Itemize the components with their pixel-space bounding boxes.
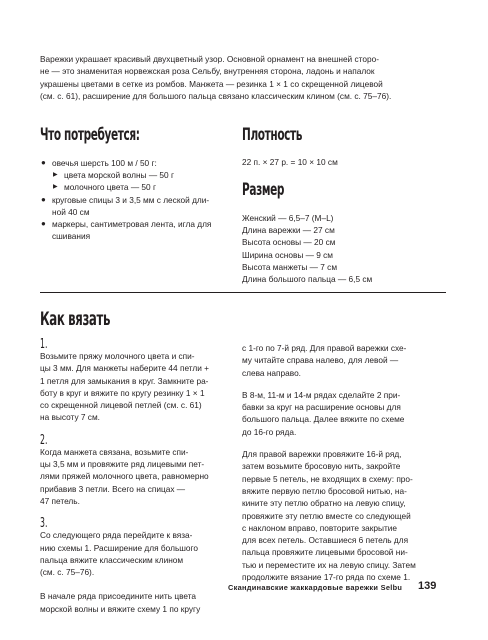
list-item: ● круговые спицы 3 и 3,5 мм с леской дли- ной 40 см bbox=[41, 194, 210, 217]
intro-line: (см. с. 61), расширение для большого пальца связано классическим клином (см. с. 75–76). bbox=[40, 91, 392, 102]
step-paragraph: 3. Со следующего ряда перейдите к вязa- нию схемы 1. Расширение для большого пальца вяжите классическим клином (см. с. 75–76). bbox=[40, 516, 198, 578]
materials-list bbox=[40, 157, 230, 242]
step-paragraph: 1. Возьмите пряжу молочного цвета и спи- цы 3 мм. Для манжеты наберите 44 петли + 1 петля для замыкания в круг. Замкните ра- боту в круг и вяжите по кругу резинку 1 × 1 со скрещенной лицевой петлей (см. с. 61) на высоту 7 см. bbox=[40, 337, 210, 423]
intro-paragraph bbox=[40, 53, 450, 103]
bullet-icon: ● bbox=[41, 158, 46, 167]
size-line: Высота манжеты — 7 см bbox=[242, 261, 338, 272]
instructions-right-column bbox=[242, 342, 447, 583]
list-item: ● овечья шерсть 100 м / 50 г: ▶ цвета морской волны — 50 г ▶ молочного цвета — 50 г bbox=[40, 157, 230, 194]
paragraph: Для правой варежки провяжите 16-й ряд, затем возьмите бросовую нить, закройте первые 5 петель, не входящих в схему: про- вяжите первую петлю бросовой нитью, на- кините эту петлю обратно на левую спицу, провяжите эту петлю вместе со следующей с наклоном вправо, повторите закрытие для всех петель. Оставшиеся 6 петель для пальца провяжите лицевыми бросовой ни- тью и переместите их на левую спицу. Затем продолжите вязание 17-го ряда по схеме 1. bbox=[242, 449, 416, 583]
page-number: 139 bbox=[418, 580, 437, 592]
intro-line: Варежки украшает красивый двухцветный узор. Основной орнамент на внешней сторо- bbox=[40, 54, 379, 64]
size-line: Высота основы — 20 см bbox=[242, 237, 336, 248]
section-divider bbox=[40, 292, 446, 293]
running-footer-title: Скандинавские жаккардовые варежки Selbu bbox=[228, 583, 403, 592]
size-line: Женский — 6,5–7 (M–L) bbox=[242, 213, 334, 223]
step-paragraph: 2. Когда манжета связана, возьмите спи- цы 3,5 мм и провяжите ряд лицевыми пет- лями пряжей молочного цвета, равномерно прибавив 3 петли. Всего на спицах — 47 петель. bbox=[40, 432, 209, 506]
instructions-left-column bbox=[40, 337, 235, 615]
sublist bbox=[52, 169, 230, 193]
step-number: 2. bbox=[40, 432, 48, 448]
size-line: Длина большого пальца — 6,5 см bbox=[242, 274, 373, 285]
list-item: ▶ цвета морской волны — 50 г bbox=[53, 170, 174, 181]
paragraph: В 8-м, 11-м и 14-м рядах сделайте 2 при- бавки за круг на расширение основы для большого пальца. Далее вяжите по схеме до 16-го ряда. bbox=[242, 389, 405, 437]
intro-line: украшены цветами в сетке из ромбов. Манжета — резинка 1 × 1 со скрещенной лицевой bbox=[40, 78, 383, 89]
bullet-icon: ● bbox=[41, 219, 46, 229]
triangle-bullet-icon: ▶ bbox=[53, 184, 58, 191]
how-to-knit-heading: Как вязать bbox=[40, 308, 111, 330]
step-number: 1. bbox=[40, 337, 48, 352]
gauge-heading: Плотность bbox=[242, 125, 303, 145]
step-paragraph: В начале ряда присоедините нить цвета морской волны и вяжите схему 1 по кругу bbox=[40, 591, 201, 614]
bullet-icon: ● bbox=[41, 194, 46, 204]
size-line: Ширина основы — 9 см bbox=[242, 249, 333, 260]
list-item: ▶ молочного цвета — 50 г bbox=[53, 182, 156, 193]
materials-heading: Что потребуется: bbox=[40, 125, 140, 145]
list-item: ● маркеры, сантиметровая лента, игла для сшивания bbox=[41, 219, 212, 242]
intro-line: не — это знаменитая норвежская роза Сельбу, внутренняя сторона, ладонь и напалок bbox=[40, 66, 375, 77]
paragraph: с 1-го по 7-й ряд. Для правой варежки схе- му читайте справа налево, для левой — слева направо. bbox=[242, 343, 407, 378]
gauge-text: 22 п. × 27 р. = 10 × 10 см bbox=[242, 157, 338, 167]
size-list bbox=[242, 212, 372, 285]
step-number: 3. bbox=[40, 516, 48, 532]
size-heading: Размер bbox=[242, 180, 285, 200]
size-line: Длина варежки — 27 см bbox=[242, 225, 335, 236]
triangle-bullet-icon: ▶ bbox=[53, 172, 58, 179]
